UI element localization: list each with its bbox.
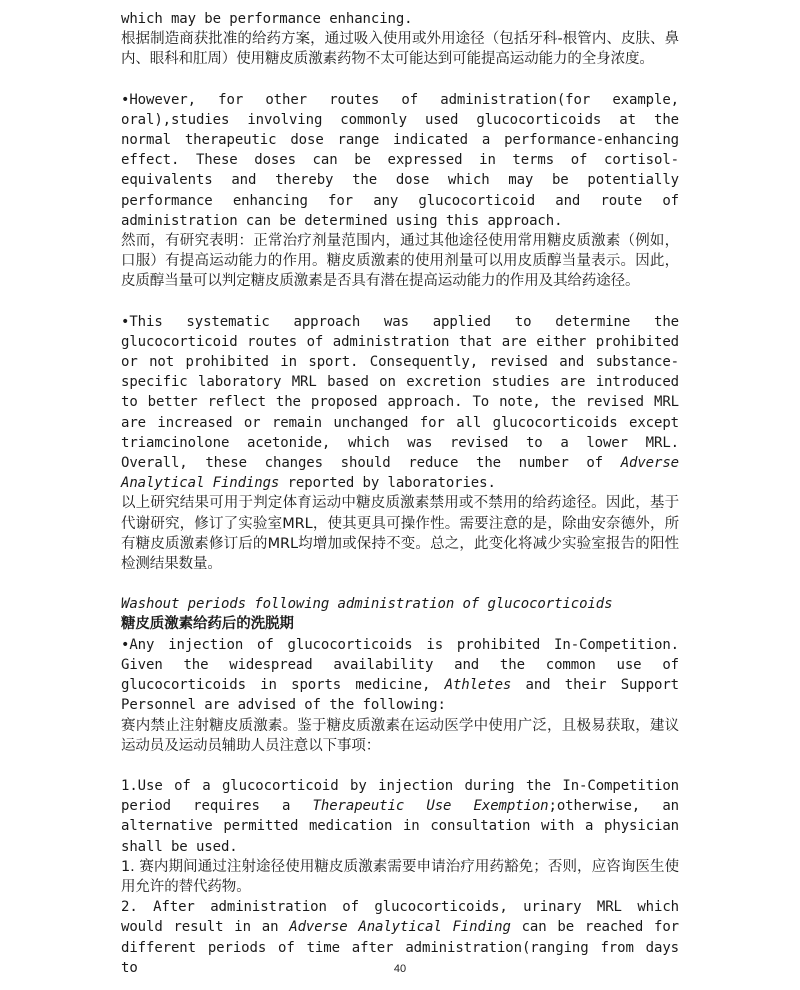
bullet-however-en: •However, for other routes of administration(for example, oral),studies involving commonly used glucocorticoids at the normal therapeutic dose range indicated a performance-enhancing effect. These doses can be expressed in terms of cortisol-equivalents and thereby the dose which may be potentially performance enhancing for any glucocorticoid and route of administration can be determined using this approach.: [121, 91, 679, 229]
paragraph-gap: [121, 756, 679, 776]
item-1-zh: 1. 赛内期间通过注射途径使用糖皮质激素需要申请治疗用药豁免；否则，应咨询医生使用允许的替代药物。: [121, 858, 679, 895]
washout-bullet-en: [121, 635, 679, 716]
text-run: •This systematic approach was applied to determine the glucocorticoid routes of administration that are either prohibited or not prohibited in sport. Consequently, revised and substance-specific laboratory MRL based on excretion studies are introduced to better reflect the proposed approach. To note, the revised MRL are increased or remain unchanged for all glucocorticoids except triamcinolone acetonide, which was revised to a lower MRL. Overall, these changes should reduce the number of: [121, 313, 679, 472]
washout-heading-zh: 糖皮质激素给药后的洗脱期: [121, 616, 294, 633]
bullet-however-zh: 然而，有研究表明：正常治疗剂量范围内，通过其他途径使用常用糖皮质激素（例如，口服）有提高运动能力的作用。糖皮质激素的使用剂量可以用皮质醇当量表示。因此，皮质醇当量可以判定糖皮质激素是否具有潜在提高运动能力的作用及其给药途径。: [121, 233, 679, 290]
bullet-systematic-zh: 以上研究结果可用于判定体育运动中糖皮质激素禁用或不禁用的给药途径。因此，基于代谢研究，修订了实验室MRL，使其更具可操作性。需要注意的是，除曲安奈德外，所有糖皮质激素修订后的MRL均增加或保持不变。总之，此变化将减少实验室报告的阳性检测结果数量。: [121, 495, 679, 573]
text-run: reported by laboratories.: [279, 475, 496, 492]
adverse-analytical-finding-term: Adverse Analytical Finding: [289, 919, 511, 936]
text-run: can be reached for different periods of time after administration(ranging from days to: [121, 919, 680, 976]
washout-bullet-zh: 赛内禁止注射糖皮质激素。鉴于糖皮质激素在运动医学中使用广泛，且极易获取，建议运动员及运动员辅助人员注意以下事项：: [121, 717, 679, 754]
page-number: 40: [393, 963, 407, 975]
bullet-systematic-en: [121, 312, 679, 494]
washout-heading-en: Washout periods following administration of glucocorticoids: [121, 596, 613, 613]
athletes-term: Athletes: [444, 677, 512, 694]
therapeutic-use-exemption-term: Therapeutic Use Exemption: [312, 798, 549, 815]
paragraph-gap: [121, 574, 679, 594]
text-run: •Any injection of glucocorticoids is prohibited In-Competition. Given the widespread availability and the common use of glucocorticoids in sports medicine,: [121, 636, 679, 694]
document-body: [121, 9, 679, 978]
intro-en-fragment: which may be performance enhancing.: [121, 11, 413, 27]
intro-zh: 根据制造商获批准的给药方案，通过吸入使用或外用途径（包括牙科-根管内、皮肤、鼻内、眼科和肛周）使用糖皮质激素药物不太可能达到可能提高运动能力的全身浓度。: [121, 31, 679, 68]
item-1-en: [121, 776, 679, 857]
paragraph-gap: [121, 70, 679, 90]
text-run: ;otherwise, an alternative permitted medication in consultation with a physician shall be used.: [121, 798, 679, 855]
paragraph-gap: [121, 292, 679, 312]
text-run: and their Support Personnel are advised of the following:: [121, 677, 679, 714]
text-run: 1.Use of a glucocorticoid by injection during the In-Competition period requires a: [121, 777, 679, 815]
adverse-analytical-findings-term: Adverse Analytical Findings: [121, 455, 679, 492]
text-run: 2. After administration of glucocorticoids, urinary MRL which would result in an: [121, 899, 679, 936]
